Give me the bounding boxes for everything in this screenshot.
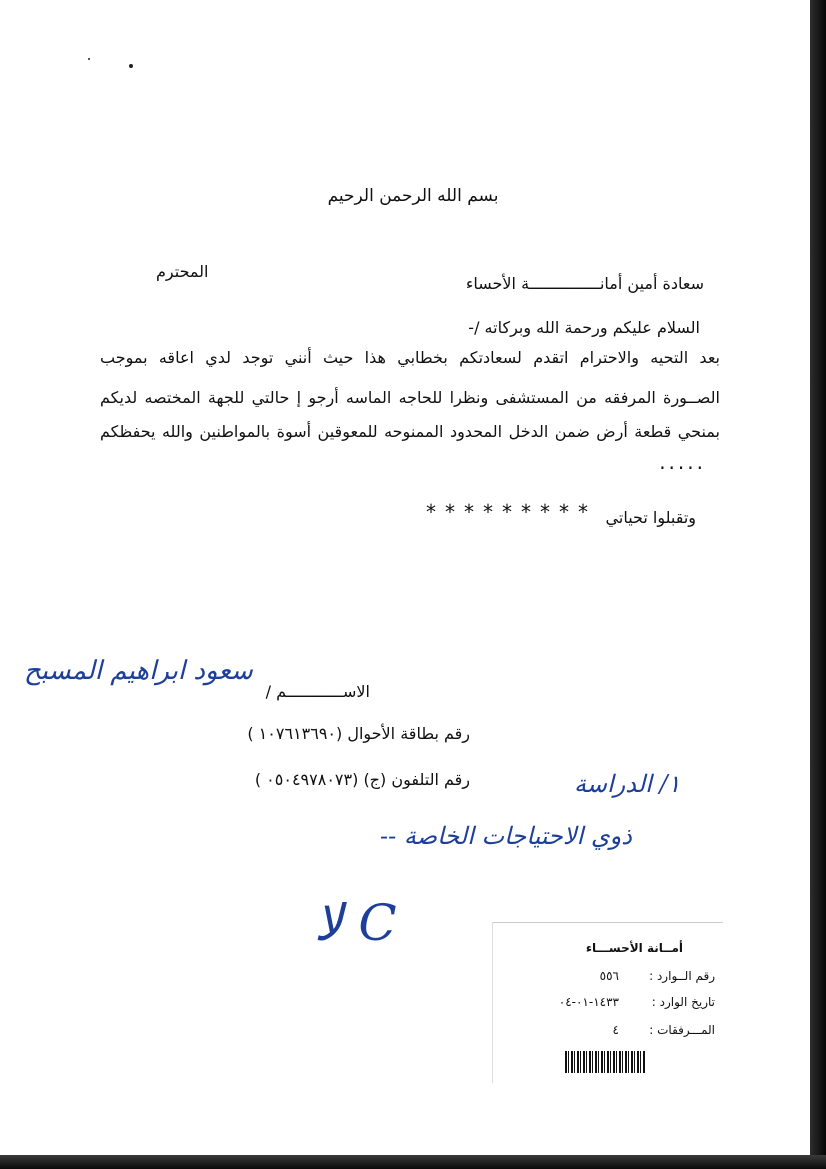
handwritten-initials: C ﻻ — [314, 894, 397, 952]
stamp-incoming-no-label: رقم الــوارد : — [649, 969, 715, 983]
closing-line: وتقبلوا تحياتي — [605, 508, 696, 527]
body-line-1: بعد التحيه والاحترام اتقدم لسعادتكم بخطابي هذا حيث أنني توجد لدي اعاقه بموجب — [100, 348, 720, 367]
stamp-barcode — [565, 1051, 645, 1073]
stamp-attachments: ٤ — [612, 1023, 619, 1037]
scan-edge-right — [810, 0, 826, 1169]
body-line-4: ..... — [659, 450, 706, 474]
recipient-line: سعادة أمين أمانـــــــــــــــة الأحساء — [465, 274, 704, 293]
stamp-date-label: تاريخ الوارد : — [651, 995, 715, 1009]
stamp-title: أمــانة الأحســـاء — [585, 941, 683, 955]
handwritten-note-study: ١/ الدراسة — [574, 770, 681, 798]
basmala: بسم الله الرحمن الرحيم — [327, 186, 499, 206]
handwritten-note-special-needs: ذوي الاحتياجات الخاصة -- — [380, 822, 632, 850]
body-line-3: بمنحي قطعة أرض ضمن الدخل المحدود الممنوحه للمعوقين أسوة بالمواطنين والله يحفظكم — [100, 422, 720, 441]
closing-stars: ********* — [426, 500, 597, 524]
name-label: الاســــــــــــم / — [265, 682, 370, 701]
incoming-stamp — [492, 922, 723, 1083]
handwritten-name: سعود ابراهيم المسبح — [24, 656, 253, 686]
stamp-date: ١٤٣٣-٠١-٠٤ — [558, 995, 619, 1009]
body-line-2: الصــورة المرفقه من المستشفى ونظرا للحاجه الماسه أرجو إ حالتي للجهة المختصه لديكم — [100, 388, 720, 407]
scan-edge-bottom — [0, 1155, 826, 1169]
greeting-line: السلام عليكم ورحمة الله وبركاته /- — [468, 318, 700, 337]
scan-speck — [88, 58, 90, 60]
scan-speck — [129, 64, 133, 68]
honorific: المحترم — [156, 262, 209, 281]
stamp-incoming-no: ٥٥٦ — [599, 969, 619, 983]
stamp-attachments-label: المـــرفقات : — [649, 1023, 715, 1037]
id-card-line: رقم بطاقة الأحوال (١٠٧٦١٣٦٩٠ ) — [247, 724, 470, 743]
phone-line: رقم التلفون (ج) (٠٥٠٤٩٧٨٠٧٣ ) — [254, 770, 470, 789]
